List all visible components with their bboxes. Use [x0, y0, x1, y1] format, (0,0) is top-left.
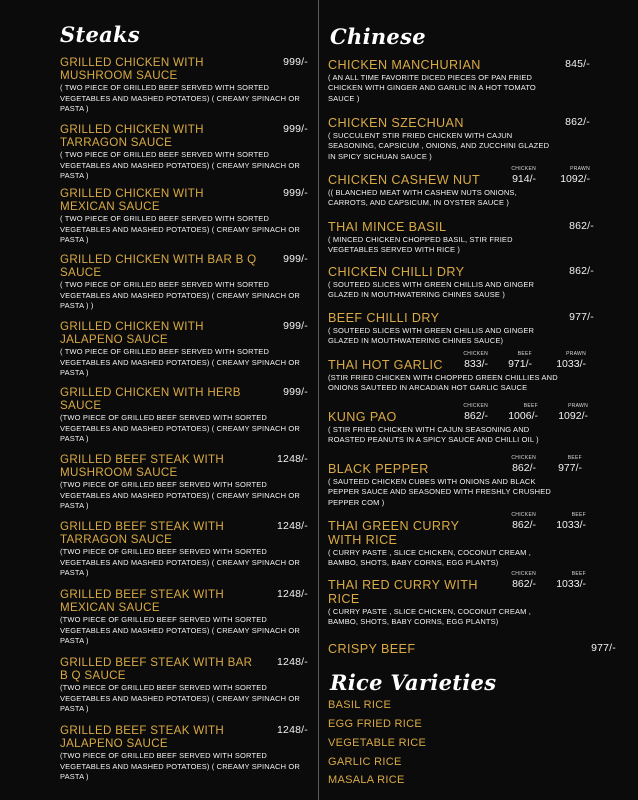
- price-value: 1092/-: [558, 410, 588, 422]
- menu-item: [328, 455, 620, 508]
- item-name: GRILLED CHICKEN WITH HERB SAUCE: [60, 386, 241, 413]
- price-label: BEEF: [571, 571, 586, 577]
- menu-item: [60, 187, 308, 246]
- price-beef: [550, 455, 582, 475]
- menu-item: [60, 253, 308, 312]
- price-group: [504, 512, 586, 532]
- item-name: GRILLED BEEF STEAK WITH MEXICAN SAUCE: [60, 588, 225, 615]
- menu-item: [60, 656, 308, 715]
- price-label: CHICKEN: [463, 403, 488, 409]
- item-name: GRILLED CHICKEN WITH JALAPENO SAUCE: [60, 320, 204, 347]
- price-chicken: [504, 512, 536, 532]
- price-label: CHICKEN: [511, 455, 536, 461]
- price-label: CHICKEN: [511, 571, 536, 577]
- item-name: GRILLED CHICKEN WITH TARRAGON SAUCE: [60, 123, 204, 150]
- menu-item: [60, 520, 308, 579]
- menu-item: [60, 56, 308, 115]
- menu-item: [60, 386, 308, 445]
- price-label: PRAWN: [570, 166, 590, 172]
- item-description: ( AN ALL TIME FAVORITE DICED PIECES OF PAN FRIED CHICKEN WITH GINGER AND GARLIC IN A HOT TOMATO SAUCE ): [328, 73, 536, 103]
- item-description: ( TWO PIECE OF GRILLED BEEF SERVED WITH SORTED VEGETABLES AND MASHED POTATOES) ( CREAMY SPINACH OR PASTA ): [60, 83, 300, 114]
- item-name: THAI HOT GARLIC: [328, 358, 443, 372]
- item-price: 845/-: [565, 58, 590, 70]
- price-label: BEEF: [571, 512, 586, 518]
- price-value: 833/-: [464, 358, 488, 370]
- item-name: CHICKEN CASHEW NUT: [328, 173, 481, 187]
- item-description: ( TWO PIECE OF GRILLED BEEF SERVED WITH SORTED VEGETABLES AND MASHED POTATOES) ( CREAMY SPINACH OR PASTA ): [60, 214, 300, 245]
- item-name: CRISPY BEEF: [328, 642, 416, 656]
- item-price: 1248/-: [277, 656, 308, 668]
- menu-item: [328, 265, 620, 301]
- price-prawn: [548, 403, 588, 423]
- price-chicken: [456, 403, 488, 423]
- item-description: (TWO PIECE OF GRILLED BEEF SERVED WITH SORTED VEGETABLES AND MASHED POTATOES) ( CREAMY SPINACH OR PASTA ): [60, 615, 300, 646]
- price-value: 862/-: [464, 410, 488, 422]
- item-description: ( CURRY PASTE , SLICE CHICKEN, COCONUT CREAM , BAMBO, SHOTS, BABY CORNS, EGG PLANTS): [328, 607, 532, 627]
- price-value: 914/-: [512, 173, 536, 185]
- rice-item: BASIL RICE: [328, 699, 392, 711]
- item-description: (( BLANCHED MEAT WITH CASHEW NUTS ONIONS, CARROTS, AND CAPSICUM, IN OYSTER SAUCE ): [328, 188, 517, 208]
- menu-item: [328, 116, 620, 162]
- item-name: GRILLED BEEF STEAK WITH JALAPENO SAUCE: [60, 724, 225, 751]
- item-description: (TWO PIECE OF GRILLED BEEF SERVED WITH SORTED VEGETABLES AND MASHED POTATOES) ( CREAMY SPINACH OR PASTA ): [60, 413, 300, 444]
- price-label: BEEF: [517, 351, 532, 357]
- price-group: [456, 403, 588, 423]
- item-description: ( STIR FRIED CHICKEN WITH CAJUN SEASONING AND ROASTED PEANUTS IN A SPICY SAUCE AND CHILLI OIL ): [328, 425, 539, 445]
- item-name: GRILLED BEEF STEAK WITH BAR B Q SAUCE: [60, 656, 253, 683]
- price-value: 862/-: [512, 462, 536, 474]
- menu-item: [328, 351, 620, 394]
- price-beef: [546, 571, 586, 591]
- price-beef: [500, 403, 538, 423]
- item-price: 999/-: [283, 123, 308, 135]
- item-description: ( CURRY PASTE , SLICE CHICKEN, COCONUT CREAM , BAMBO, SHOTS, BABY CORNS, EGG PLANTS): [328, 548, 532, 568]
- price-value: 1033/-: [556, 519, 586, 531]
- price-value: 862/-: [512, 519, 536, 531]
- rice-item: MASALA RICE: [328, 774, 405, 786]
- item-description: ( MINCED CHICKEN CHOPPED BASIL, STIR FRIED VEGETABLES SERVED WITH RICE ): [328, 235, 513, 255]
- price-group: [456, 351, 586, 371]
- rice-item: EGG FRIED RICE: [328, 718, 423, 730]
- price-value: 977/-: [558, 462, 582, 474]
- item-price: 977/-: [569, 311, 594, 323]
- price-label: CHICKEN: [463, 351, 488, 357]
- item-description: ( SOUTEED SLICES WITH GREEN CHILLIS AND GINGER GLAZED IN MOUTHWATERING CHINES SAUCE): [328, 326, 535, 346]
- item-price: 999/-: [283, 56, 308, 68]
- item-name: GRILLED BEEF STEAK WITH MUSHROOM SAUCE: [60, 453, 225, 480]
- menu-item: [328, 642, 620, 656]
- item-price: 999/-: [283, 253, 308, 265]
- item-name: THAI MINCE BASIL: [328, 220, 447, 234]
- item-name: BEEF CHILLI DRY: [328, 311, 440, 325]
- price-label: PRAWN: [566, 351, 586, 357]
- item-price: 1248/-: [277, 453, 308, 465]
- menu-item: [60, 588, 308, 647]
- price-value: 1006/-: [508, 410, 538, 422]
- menu-item: [328, 571, 620, 628]
- item-name: GRILLED CHICKEN WITH BAR B Q SAUCE: [60, 253, 257, 280]
- item-price: 999/-: [283, 320, 308, 332]
- item-description: ( SAUTEED CHICKEN CUBES WITH ONIONS AND BLACK PEPPER SAUCE AND SEASONED WITH FRESHLY CRUSHED PEPPER COM ): [328, 477, 551, 507]
- item-name: GRILLED BEEF STEAK WITH TARRAGON SAUCE: [60, 520, 225, 547]
- item-price: 1248/-: [277, 520, 308, 532]
- price-beef: [546, 512, 586, 532]
- item-price: 862/-: [569, 220, 594, 232]
- item-description: ( TWO PIECE OF GRILLED BEEF SERVED WITH SORTED VEGETABLES AND MASHED POTATOES) ( CREAMY SPINACH OR PASTA ): [60, 150, 300, 181]
- price-label: PRAWN: [568, 403, 588, 409]
- price-group: [504, 166, 590, 186]
- item-price: 1248/-: [277, 588, 308, 600]
- price-chicken: [504, 455, 536, 475]
- item-price: 977/-: [591, 642, 616, 654]
- price-group: [504, 455, 582, 475]
- menu-item: [328, 512, 620, 569]
- price-value: 1033/-: [556, 358, 586, 370]
- item-description: (TWO PIECE OF GRILLED BEEF SERVED WITH SORTED VEGETABLES AND MASHED POTATOES) ( CREAMY SPINACH OR PASTA ): [60, 683, 300, 714]
- item-name: CHICKEN MANCHURIAN: [328, 58, 481, 72]
- item-name: CHICKEN CHILLI DRY: [328, 265, 465, 279]
- item-price: 999/-: [283, 187, 308, 199]
- menu-item: [328, 403, 620, 446]
- price-chicken: [504, 166, 536, 186]
- item-description: (STIR FRIED CHICKEN WITH CHOPPED GREEN CHILLIES AND ONIONS SAUTEED IN ARCADIAN HOT GARLIC SAUCE: [328, 373, 558, 393]
- item-price: 862/-: [569, 265, 594, 277]
- chinese-heading: Chinese: [330, 24, 426, 49]
- price-value: 1033/-: [556, 578, 586, 590]
- item-price: 1248/-: [277, 724, 308, 736]
- price-value: 862/-: [512, 578, 536, 590]
- rice-heading: Rice Varieties: [330, 670, 497, 695]
- menu-item: [328, 166, 620, 209]
- item-name: THAI RED CURRY WITH RICE: [328, 578, 478, 606]
- price-label: BEEF: [523, 403, 538, 409]
- menu-item: [328, 311, 620, 347]
- price-group: [504, 571, 586, 591]
- item-description: ( SUCCULENT STIR FRIED CHICKEN WITH CAJUN SEASONING, CAPSICUM , ONIONS, AND ZUCCHINI GLAZED IN SPICY SICHUAN SAUCE ): [328, 131, 550, 161]
- menu-item: [60, 123, 308, 182]
- menu-item: [60, 320, 308, 379]
- price-prawn: [548, 166, 590, 186]
- item-description: (TWO PIECE OF GRILLED BEEF SERVED WITH SORTED VEGETABLES AND MASHED POTATOES) ( CREAMY SPINACH OR PASTA ): [60, 480, 300, 511]
- menu-item: [328, 58, 620, 104]
- price-label: CHICKEN: [511, 512, 536, 518]
- item-name: GRILLED CHICKEN WITH MEXICAN SAUCE: [60, 187, 204, 214]
- price-chicken: [504, 571, 536, 591]
- price-value: 1092/-: [560, 173, 590, 185]
- rice-item: GARLIC RICE: [328, 756, 402, 768]
- price-beef: [500, 351, 532, 371]
- item-description: (TWO PIECE OF GRILLED BEEF SERVED WITH SORTED VEGETABLES AND MASHED POTATOES) ( CREAMY SPINACH OR PASTA ): [60, 547, 300, 578]
- item-name: THAI GREEN CURRY WITH RICE: [328, 519, 460, 547]
- item-name: KUNG PAO: [328, 410, 397, 424]
- item-name: GRILLED CHICKEN WITH MUSHROOM SAUCE: [60, 56, 204, 83]
- rice-item: VEGETABLE RICE: [328, 737, 427, 749]
- price-prawn: [544, 351, 586, 371]
- item-description: ( TWO PIECE OF GRILLED BEEF SERVED WITH SORTED VEGETABLES AND MASHED POTATOES) ( CREAMY SPINACH OR PASTA ): [60, 347, 300, 378]
- item-description: ( SOUTEED SLICES WITH GREEN CHILLIS AND GINGER GLAZED IN MOUTHWATERING CHINES SAUSE ): [328, 280, 535, 300]
- menu-item: [60, 724, 308, 783]
- price-label: BEEF: [567, 455, 582, 461]
- menu-item: [60, 453, 308, 512]
- item-name: CHICKEN SZECHUAN: [328, 116, 464, 130]
- price-chicken: [456, 351, 488, 371]
- column-divider: [318, 0, 319, 800]
- price-value: 971/-: [508, 358, 532, 370]
- item-description: ( TWO PIECE OF GRILLED BEEF SERVED WITH SORTED VEGETABLES AND MASHED POTATOES) ( CREAMY SPINACH OR PASTA ) ): [60, 280, 300, 311]
- item-price: 862/-: [565, 116, 590, 128]
- item-name: BLACK PEPPER: [328, 462, 429, 476]
- menu-item: [328, 220, 620, 256]
- item-price: 999/-: [283, 386, 308, 398]
- item-description: (TWO PIECE OF GRILLED BEEF SERVED WITH SORTED VEGETABLES AND MASHED POTATOES) ( CREAMY SPINACH OR PASTA ): [60, 751, 300, 782]
- price-label: CHICKEN: [511, 166, 536, 172]
- steaks-heading: Steaks: [60, 22, 141, 47]
